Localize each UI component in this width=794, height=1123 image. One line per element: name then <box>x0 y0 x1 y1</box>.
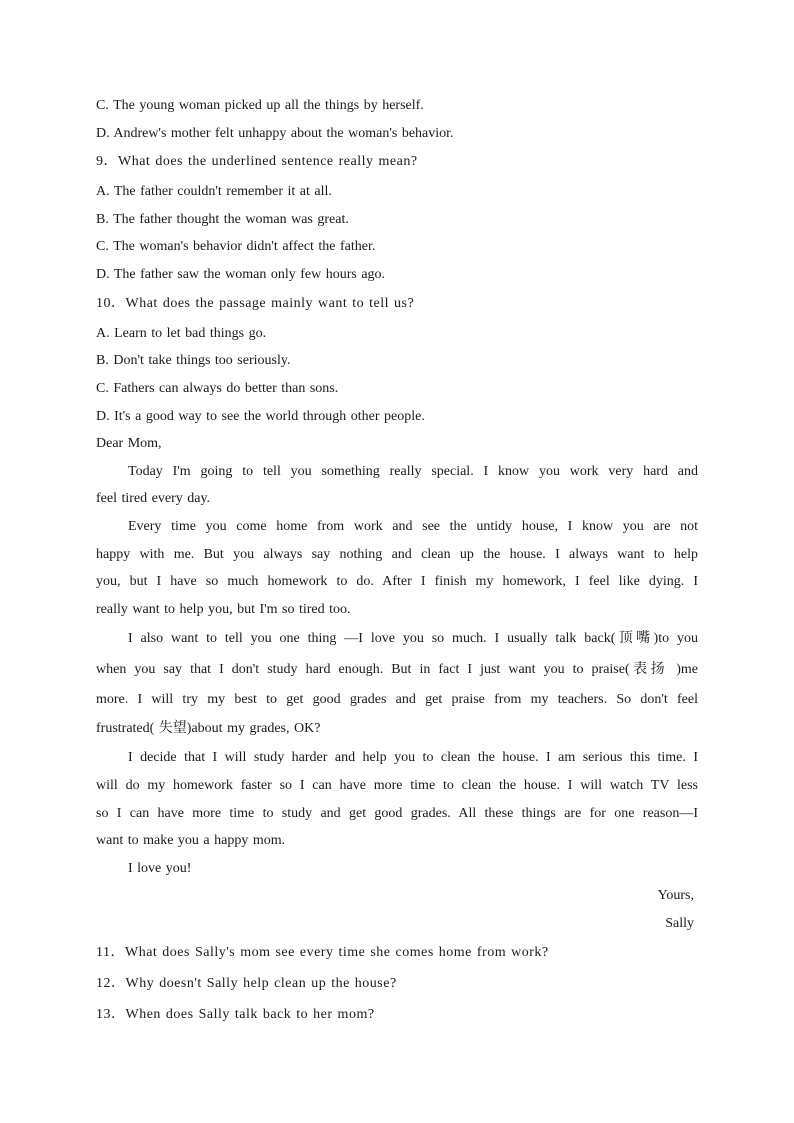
letter-line: Today I'm going to tell you something really special. I know you work very hard and <box>128 464 698 479</box>
letter-line: when you say that I don't study hard enough. But in fact I just want you to praise(表扬 )me <box>96 662 698 677</box>
q9-option-c: C. The woman's behavior didn't affect the father. <box>96 239 376 254</box>
letter-line: happy with me. But you always say nothing and clean up the house. I always want to help <box>96 547 698 562</box>
q9-option-b: B. The father thought the woman was great. <box>96 212 349 227</box>
letter-line: feel tired every day. <box>96 491 211 506</box>
letter-love-line: I love you! <box>128 861 192 876</box>
q10-option-c: C. Fathers can always do better than sons. <box>96 381 339 396</box>
question-13: 13．When does Sally talk back to her mom? <box>96 1007 375 1022</box>
letter-line: will do my homework faster so I can have more time to clean the house. I will watch TV less <box>96 778 698 793</box>
q9-question: 9．What does the underlined sentence really mean? <box>96 154 418 169</box>
q10-option-b: B. Don't take things too seriously. <box>96 353 291 368</box>
q10-option-d: D. It's a good way to see the world through other people. <box>96 409 425 424</box>
q9-option-d: D. The father saw the woman only few hours ago. <box>96 267 386 282</box>
letter-line: Every time you come home from work and see the untidy house, I know you are not <box>128 519 698 534</box>
letter-line: you, but I have so much homework to do. After I finish my homework, I feel like dying. I <box>96 574 698 589</box>
letter-greeting: Dear Mom, <box>96 436 162 451</box>
letter-signature: Sally <box>665 916 694 931</box>
q10-question: 10．What does the passage mainly want to tell us? <box>96 296 415 311</box>
q10-option-a: A. Learn to let bad things go. <box>96 326 267 341</box>
letter-line: I also want to tell you one thing —I love you so much. I usually talk back(顶嘴)to you <box>128 631 698 646</box>
question-12: 12．Why doesn't Sally help clean up the house? <box>96 976 397 991</box>
letter-line: want to make you a happy mom. <box>96 833 286 848</box>
letter-line: frustrated( 失望)about my grades, OK? <box>96 721 321 736</box>
letter-line: so I can have more time to study and get good grades. All these things are for one reason—I <box>96 806 698 821</box>
letter-line: really want to help you, but I'm so tired too. <box>96 602 351 617</box>
question-11: 11．What does Sally's mom see every time she comes home from work? <box>96 945 549 960</box>
q9-option-a: A. The father couldn't remember it at all. <box>96 184 332 199</box>
letter-closing: Yours, <box>657 888 694 903</box>
q8-option-c: C. The young woman picked up all the things by herself. <box>96 98 424 113</box>
q8-option-d: D. Andrew's mother felt unhappy about the woman's behavior. <box>96 126 454 141</box>
letter-line: I decide that I will study harder and help you to clean the house. I am serious this time. I <box>128 750 698 765</box>
letter-line: more. I will try my best to get good grades and get praise from my teachers. So don't feel <box>96 692 698 707</box>
